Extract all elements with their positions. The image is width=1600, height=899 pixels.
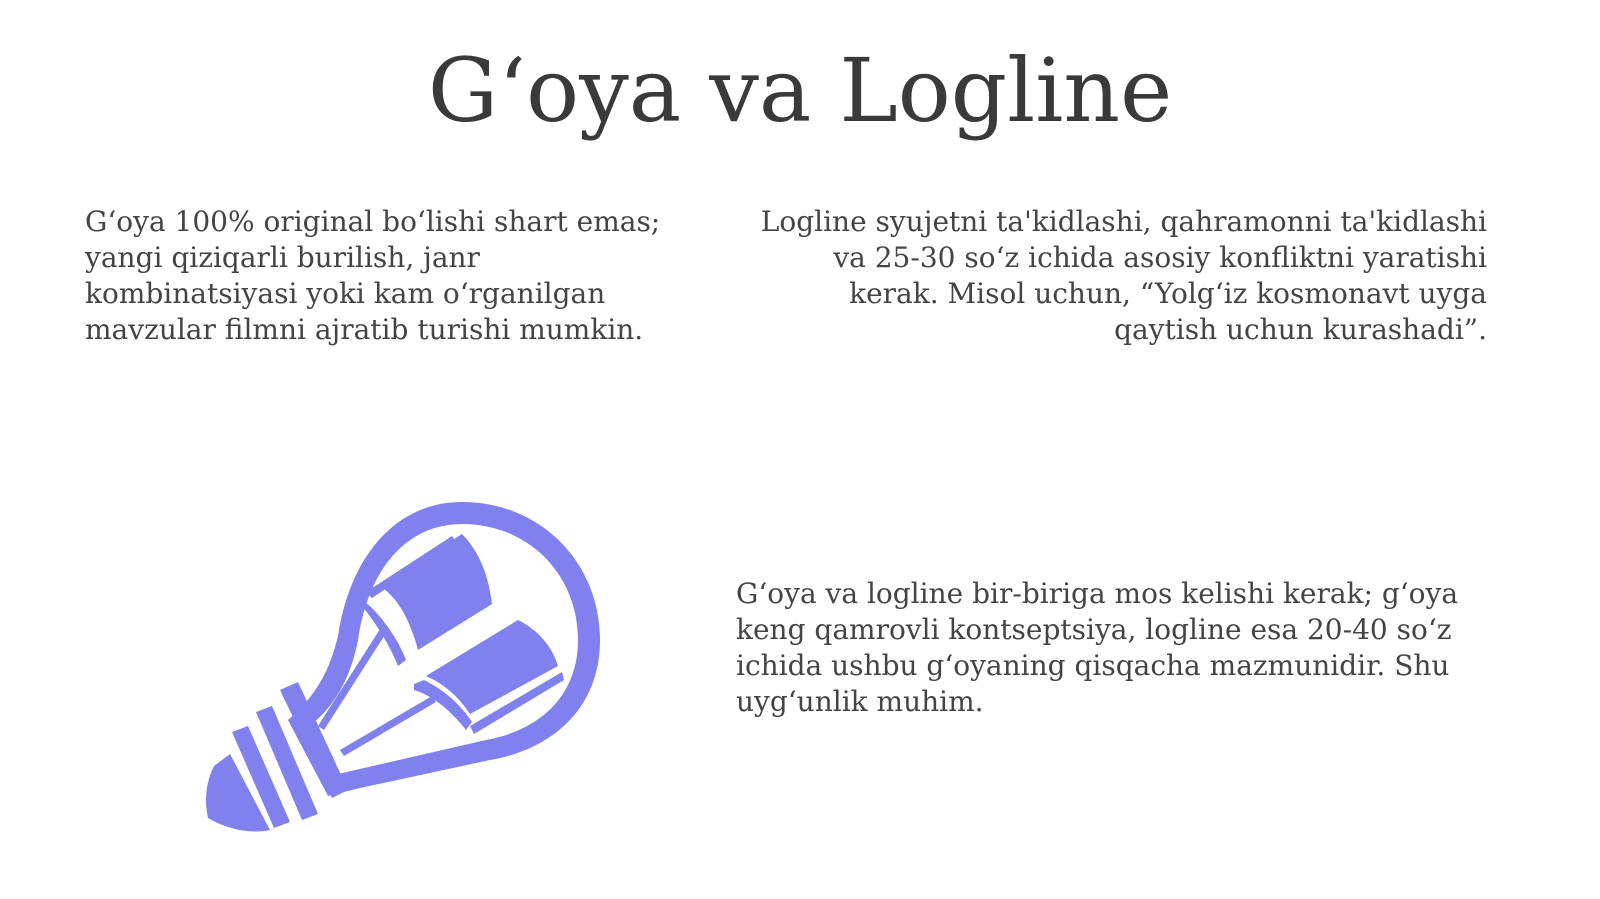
- harmony-paragraph: G‘oya va logline bir-biriga mos kelishi kerak; g‘oya keng qamrovli kontseptsiya, logline esa 20-40 so‘z ichida ushbu g‘oyaning qisqacha mazmunidir. Shu uyg‘unlik muhim.: [736, 577, 1459, 718]
- slide-title: G‘oya va Logline: [427, 39, 1173, 142]
- logline-paragraph: Logline syujetni ta'kidlashi, qahramonni ta'kidlashi va 25-30 so‘z ichida asosiy konfliktni yaratishi kerak. Misol uchun, “Yolg‘iz kosmonavt uyga qaytish uchun kurashadi”.: [760, 205, 1487, 346]
- lightbulb-book-icon: [200, 500, 630, 860]
- idea-paragraph: G‘oya 100% original bo‘lishi shart emas; yangi qiziqarli burilish, janr kombinatsiyasi yoki kam o‘rganilgan mavzular filmni ajratib turishi mumkin.: [85, 205, 661, 346]
